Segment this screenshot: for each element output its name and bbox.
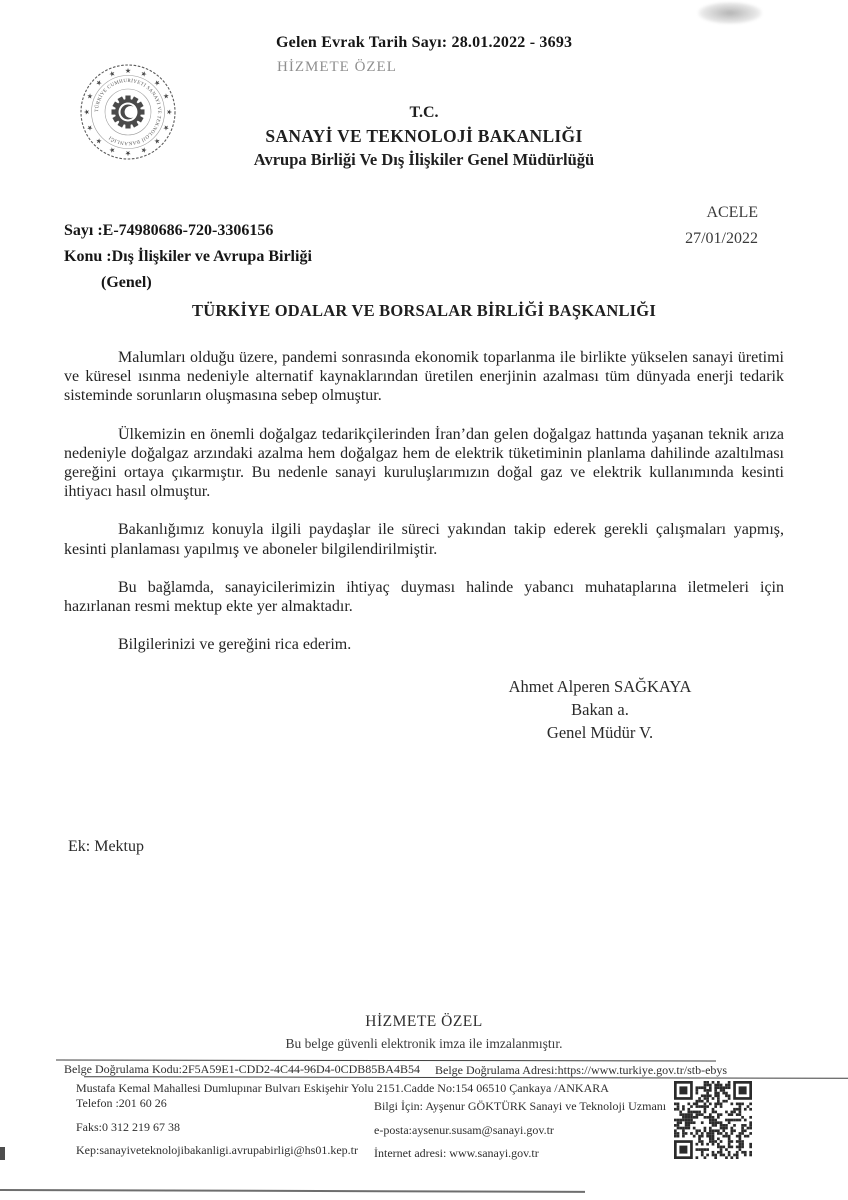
recipient-title: TÜRKİYE ODALAR VE BORSALAR BİRLİĞİ BAŞKANLIĞI xyxy=(192,301,656,320)
svg-text:★: ★ xyxy=(151,77,163,89)
svg-text:★: ★ xyxy=(93,77,105,89)
signature-block xyxy=(430,675,770,744)
letter-body xyxy=(64,348,784,673)
svg-text:★: ★ xyxy=(160,91,171,101)
footer-phone: Telefon :201 60 26 xyxy=(76,1096,167,1110)
document-date: 27/01/2022 xyxy=(685,230,758,247)
footer-divider-bottom xyxy=(84,1076,848,1079)
svg-text:★: ★ xyxy=(93,135,105,147)
attachment-note: Ek: Mektup xyxy=(68,838,144,855)
scan-smudge-artifact xyxy=(698,2,762,24)
svg-text:★: ★ xyxy=(124,67,132,75)
classification-top: HİZMETE ÖZEL xyxy=(277,59,397,75)
emblem-ring-text: TÜRKİYE CUMHURİYETİ SANAYİ VE TEKNOLOJİ BAKANLIĞI xyxy=(94,78,162,146)
incoming-stamp: Gelen Evrak Tarih Sayı: 28.01.2022 - 3693 xyxy=(276,34,573,51)
svg-text:★: ★ xyxy=(139,144,149,155)
priority-label: ACELE xyxy=(706,204,758,221)
ref-number: Sayı :E-74980686-720-3306156 xyxy=(64,222,274,239)
footer-email: e-posta:aysenur.susam@sanayi.gov.tr xyxy=(374,1123,554,1137)
verification-code: Belge Doğrulama Kodu:2F5A59E1-CDD2-4C44-96D4-0CDB85BA4B54 xyxy=(64,1062,420,1076)
ref-subject: Konu :Dış İlişkiler ve Avrupa Birliği xyxy=(64,248,312,265)
ministry-name: SANAYİ VE TEKNOLOJİ BAKANLIĞI xyxy=(265,126,583,146)
footer-web: İnternet adresi: www.sanayi.gov.tr xyxy=(374,1146,539,1160)
scan-bottom-line-artifact xyxy=(0,1189,585,1192)
svg-text:★: ★ xyxy=(165,108,173,116)
signer-name: Ahmet Alperen SAĞKAYA xyxy=(508,677,692,696)
closing-line: Bilgilerinizi ve gereğini rica ederim. xyxy=(118,636,352,654)
svg-text:★: ★ xyxy=(85,91,96,101)
svg-text:★: ★ xyxy=(85,123,96,133)
svg-text:★: ★ xyxy=(83,108,91,116)
signer-title-2: Genel Müdür V. xyxy=(546,723,654,742)
body-paragraph: Ülkemizin en önemli doğalgaz tedarikçilerinden İran’dan gelen doğalgaz hattında yaşanan teknik arıza nedeniyle doğalgaz arzındaki azalma hem doğalgaz hem de elektrik tüketiminin planlama dahilinde azaltılması gereğini ortaya çıkarmıştır. Bu nedenle sanayi kuruluşlarımızın doğal gaz ve elektrik kullanımında kesinti ihtiyacı hasıl olmuştur. xyxy=(64,425,784,501)
svg-text:★: ★ xyxy=(139,69,149,80)
svg-text:★: ★ xyxy=(107,144,117,155)
body-paragraph: Bu bağlamda, sanayicilerimizin ihtiyaç duyması halinde yabancı muhataplarına iletmeleri için hazırlanan resmi mektup ekte yer almaktadır. xyxy=(64,578,784,616)
body-paragraph: Malumları olduğu üzere, pandemi sonrasında ekonomik toparlanma ile birlikte yükselen sanayi üretimi ve küresel ısınma nedeniyle alternatif kaynaklarından üretilen enerjinin azalması tüm dünyada enerji tedarik sisteminde sorunların oluşmasına sebep olmuştur. xyxy=(64,349,784,405)
svg-text:★: ★ xyxy=(124,149,132,157)
ref-subject-cont: (Genel) xyxy=(101,274,152,291)
body-paragraph: Bakanlığımız konuyla ilgili paydaşlar ile süreci yakından takip ederek gerekli çalışmaları yapmış, kesinti planlaması yapılmış ve aboneler bilgilendirilmiştir. xyxy=(64,521,784,558)
qr-code xyxy=(674,1081,752,1159)
svg-text:★: ★ xyxy=(107,69,117,80)
svg-text:★: ★ xyxy=(160,123,171,133)
scan-edge-mark xyxy=(0,1147,5,1160)
footer-fax: Faks:0 312 219 67 38 xyxy=(76,1120,181,1134)
footer-kep: Kep:sanayiveteknolojibakanligi.avrupabirligi@hs01.kep.tr xyxy=(76,1143,358,1157)
esignature-note: Bu belge güvenli elektronik imza ile imzalanmıştır. xyxy=(285,1036,563,1051)
svg-text:★: ★ xyxy=(151,135,163,147)
priority-and-date xyxy=(685,200,758,252)
reference-block xyxy=(64,218,312,296)
verification-address: Belge Doğrulama Adresi:https://www.turkiye.gov.tr/stb-ebys xyxy=(435,1063,728,1077)
directorate-name: Avrupa Birliği Ve Dış İlişkiler Genel Müdürlüğü xyxy=(253,150,595,169)
ministry-address: Mustafa Kemal Mahallesi Dumlupınar Bulvarı Eskişehir Yolu 2151.Cadde No:154 06510 Çankaya /ANKARA xyxy=(76,1081,609,1095)
state-abbrev: T.C. xyxy=(409,104,439,121)
footer-contact-person: Bilgi İçin: Ayşenur GÖKTÜRK Sanayi ve Teknoloji Uzmanı xyxy=(374,1099,667,1113)
classification-bottom: HİZMETE ÖZEL xyxy=(365,1013,483,1030)
signer-title-1: Bakan a. xyxy=(571,700,629,719)
